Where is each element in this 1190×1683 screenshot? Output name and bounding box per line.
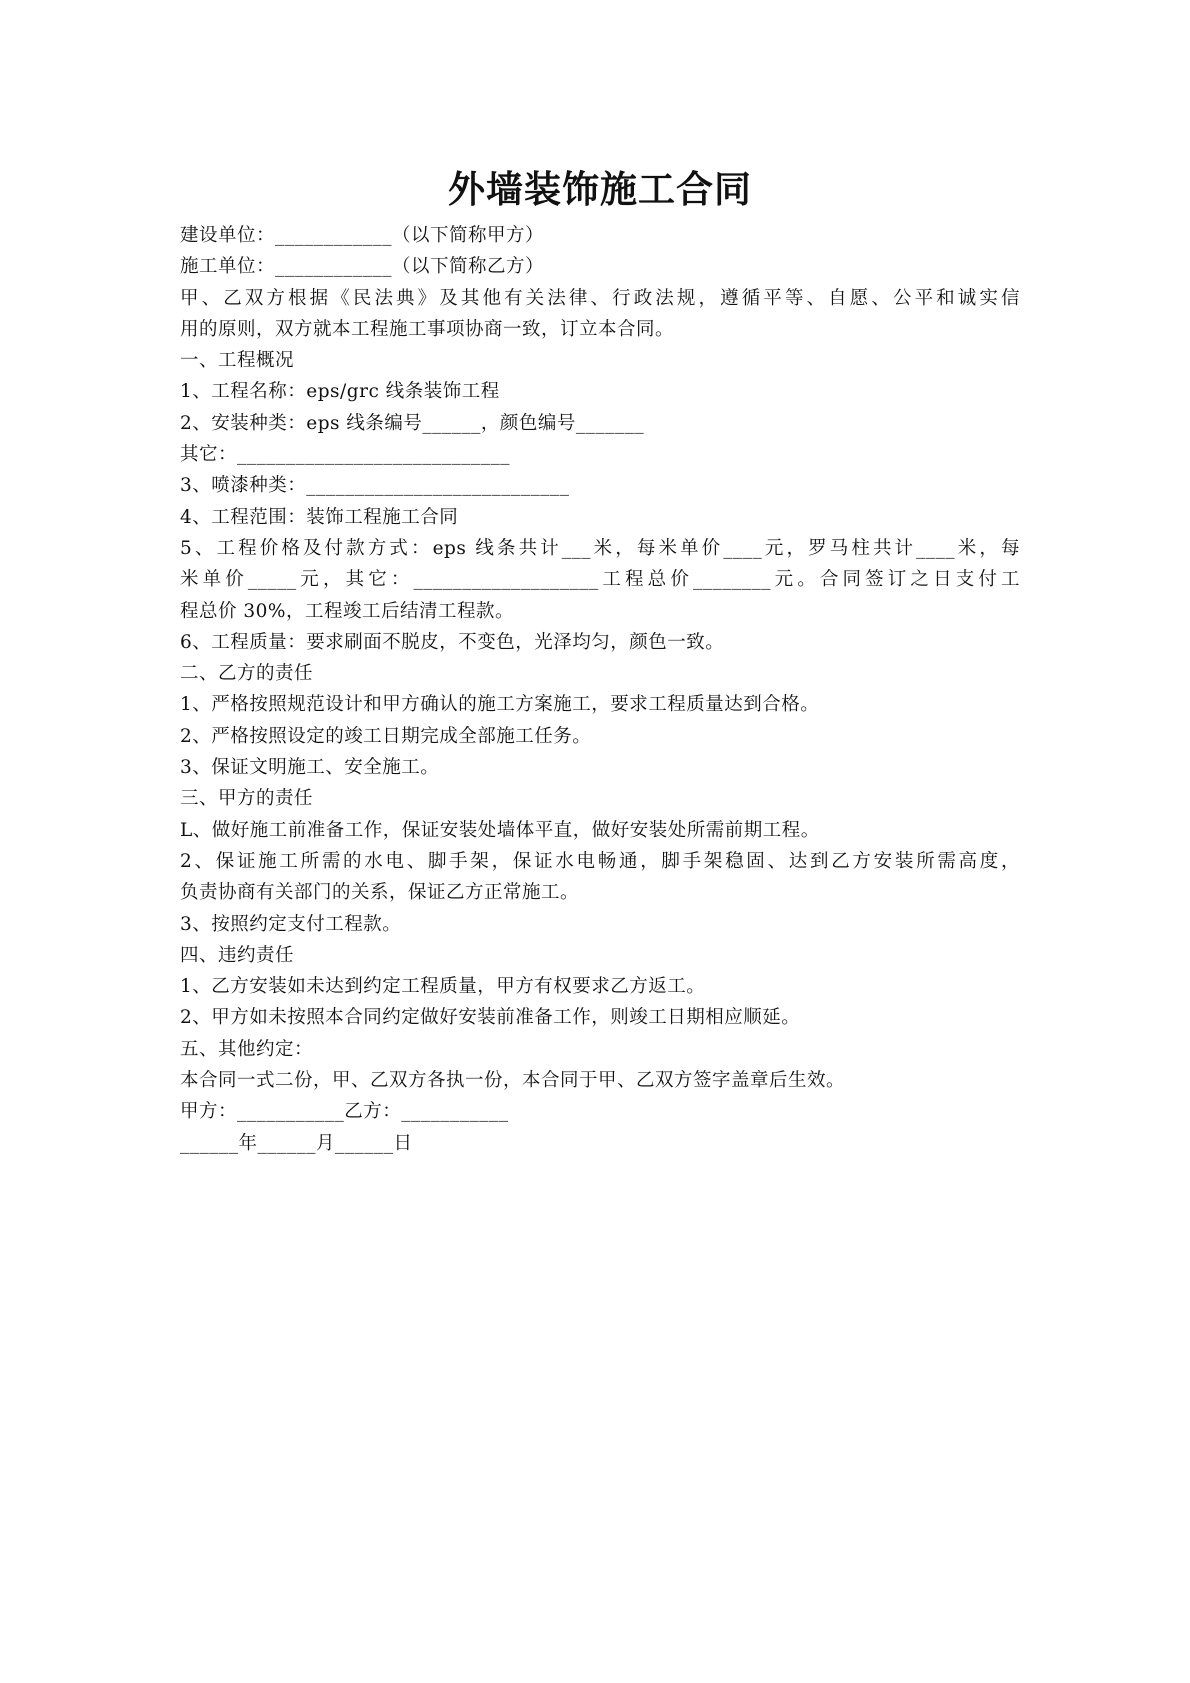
section-heading-party-b-duties: 二、乙方的责任 xyxy=(180,663,314,685)
clause-line: 米单价_____元，其它：___________________工程总价________元。合同签订之日支付工 xyxy=(180,569,1020,591)
clause-line: 1、严格按照规范设计和甲方确认的施工方案施工，要求工程质量达到合格。 xyxy=(180,694,820,716)
clause-line: 2、严格按照设定的竣工日期完成全部施工任务。 xyxy=(180,725,592,747)
clause-line: 3、保证文明施工、安全施工。 xyxy=(180,757,440,779)
party-b-line: 施工单位：____________（以下简称乙方） xyxy=(180,256,545,278)
clause-line: 2、安装种类：eps 线条编号______，颜色编号_______ xyxy=(180,412,645,434)
clause-line: 3、喷漆种类：___________________________ xyxy=(180,475,570,497)
clause-line: 6、工程质量：要求刷面不脱皮，不变色，光泽均匀，颜色一致。 xyxy=(180,631,725,653)
clause-line: 程总价 30%，工程竣工后结清工程款。 xyxy=(180,600,515,622)
section-heading-project-overview: 一、工程概况 xyxy=(180,350,295,372)
document-title: 外墙装饰施工合同 xyxy=(448,168,752,211)
clause-line: 负责协商有关部门的关系，保证乙方正常施工。 xyxy=(180,882,580,904)
clause-line: 其它：____________________________ xyxy=(180,444,511,466)
preamble-line: 甲、乙双方根据《民法典》及其他有关法律、行政法规，遵循平等、自愿、公平和诚实信 xyxy=(180,287,1020,309)
signature-parties-line: 甲方：___________乙方：___________ xyxy=(180,1101,509,1123)
contract-page xyxy=(180,160,1020,1159)
clause-line: 4、工程范围：装饰工程施工合同 xyxy=(180,506,459,528)
clause-line: 2、保证施工所需的水电、脚手架，保证水电畅通，脚手架稳固、达到乙方安装所需高度， xyxy=(180,850,1020,872)
preamble-line: 用的原则，双方就本工程施工事项协商一致，订立本合同。 xyxy=(180,318,675,340)
signature-date-line: ______年______月______日 xyxy=(180,1132,413,1154)
section-heading-other-terms: 五、其他约定： xyxy=(180,1038,314,1060)
clause-line: 1、乙方安装如未达到约定工程质量，甲方有权要求乙方返工。 xyxy=(180,976,706,998)
section-heading-party-a-duties: 三、甲方的责任 xyxy=(180,788,314,810)
clause-line: 3、按照约定支付工程款。 xyxy=(180,913,402,935)
clause-line: 1、工程名称：eps/grc 线条装饰工程 xyxy=(180,381,500,403)
clause-line: 5、工程价格及付款方式：eps 线条共计___米，每米单价____元，罗马柱共计____米，每 xyxy=(180,537,1020,559)
clause-line: L、做好施工前准备工作，保证安装处墙体平直，做好安装处所需前期工程。 xyxy=(180,819,820,841)
party-a-line: 建设单位：____________（以下简称甲方） xyxy=(180,225,545,246)
clause-line: 本合同一式二份，甲、乙双方各执一份，本合同于甲、乙双方签字盖章后生效。 xyxy=(180,1070,846,1092)
clause-line: 2、甲方如未按照本合同约定做好安装前准备工作，则竣工日期相应顺延。 xyxy=(180,1007,801,1029)
section-heading-breach-liability: 四、违约责任 xyxy=(180,944,295,966)
